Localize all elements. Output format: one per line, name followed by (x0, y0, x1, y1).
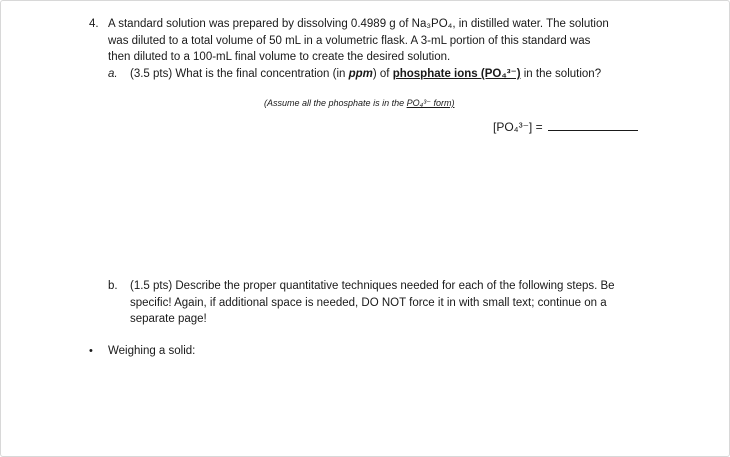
assumption-form: PO₄³⁻ form) (406, 98, 455, 108)
bullet-item-weighing: Weighing a solid: (108, 345, 196, 357)
question-text (108, 16, 648, 66)
part-b-line-3: separate page! (130, 313, 207, 325)
part-a-prompt (108, 66, 601, 83)
assumption-prefix: (Assume all the phosphate is in the (264, 98, 407, 108)
answer-line (493, 118, 638, 136)
part-a-suffix: in the solution? (520, 68, 602, 80)
bullet-icon: • (89, 345, 93, 357)
part-b-line-2: specific! Again, if additional space is needed, DO NOT force it in with small text; continue on a (130, 296, 607, 309)
answer-blank[interactable] (548, 118, 638, 131)
part-b-prompt (130, 278, 650, 328)
question-line-2: was diluted to a total volume of 50 mL in a volumetric flask. A 3-mL portion of this standard was (108, 34, 591, 47)
part-b-line-1: (1.5 pts) Describe the proper quantitative techniques needed for each of the following steps. Be (130, 280, 615, 292)
part-a-label: a. (108, 68, 118, 80)
question-line-1: A standard solution was prepared by dissolving 0.4989 g of Na₃PO₄, in distilled water. The solution (108, 18, 609, 30)
part-a-target: phosphate ions (PO₄³⁻) (392, 68, 521, 80)
question-line-3: then diluted to a 100-mL final volume to create the desired solution. (108, 51, 451, 63)
part-b-label: b. (108, 280, 118, 292)
part-a-middle: ) of (372, 68, 393, 80)
part-a-unit: ppm (348, 68, 373, 80)
assumption-note (264, 95, 454, 112)
part-a-prefix: (3.5 pts) What is the final concentration (in (130, 68, 349, 80)
answer-label: [PO₄³⁻] = (493, 120, 543, 134)
question-number: 4. (89, 18, 99, 30)
